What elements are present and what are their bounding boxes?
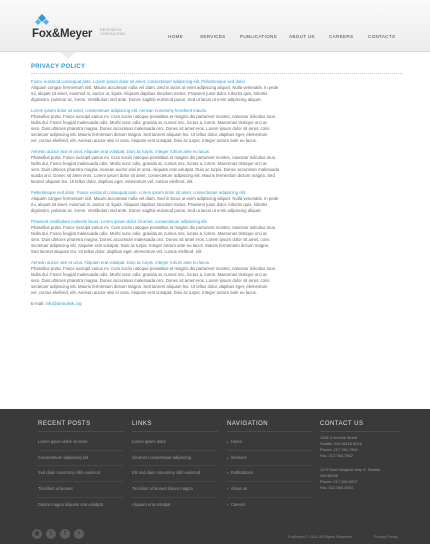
copyright: FoxMeyer © 2012 All Rights Reserved [288, 535, 353, 539]
arrow-right-icon: ▸ [227, 471, 229, 476]
body-line: sectetuer adipiscing elit. Aliquam erat volutpat. Duis ac turpis. Integer rutrum ante eu lacus. Mauris fermentum dictum magna. [31, 242, 270, 248]
facebook-icon[interactable]: f [60, 529, 70, 539]
contact-line: 1179 East Marginal Way S. Seattle, [320, 467, 381, 472]
nav-item-contacts[interactable]: CONTACTS [368, 34, 396, 39]
section-body [31, 225, 403, 255]
contact-spacer [320, 459, 400, 467]
nav-item-publications[interactable]: PUBLICATIONS [240, 34, 277, 39]
section-body [31, 85, 403, 103]
main-content [31, 64, 403, 307]
policy-section [31, 219, 403, 254]
plus-icon[interactable]: + [74, 529, 84, 539]
body-line: Sed laoreet aliquam leo. Ut tellus dolor, dapibus eget, elementum vel, cursus eleifend, elit. [31, 248, 203, 254]
section-body [31, 266, 403, 296]
body-line: Aliquam congue fermentum nisl. Mauris accumsan nulla vel diam. Sed in lacus ut enim adipiscing aliquet. Nulla venenatis. In pede [31, 195, 279, 201]
body-line: Nulla dui. Fusce feugiat malesuada odio. Morbi nunc odio, gravida at, cursus nec, luctus a, lorem. Maecenas tristique orci ac [31, 119, 268, 125]
recent-post-link[interactable]: Sed diam nonummy nibh euismod [38, 466, 124, 482]
section-lead: Praesent vestibulum molestie lacus. Lorem ipsum dolor sit amet, consectetuer adipiscing elit. [31, 219, 208, 225]
section-body [31, 155, 403, 185]
arrow-right-icon: ▸ [227, 487, 229, 492]
footer-link[interactable]: Sit amet consectetuer adipiscing [132, 451, 218, 467]
body-line: mi, aliquet sit amet, euismod in, auctor ut, ligula. Aliquam dapibus tincidunt metus. Praesent justo dolor, lobortis quis, lobortis [31, 201, 268, 207]
nav-item-home[interactable]: HOME [168, 34, 183, 39]
privacy-policy-link[interactable]: Privacy Policy [374, 535, 398, 539]
contact-line: Fax: 522-566-0063 [320, 485, 353, 490]
site-logo[interactable] [32, 14, 132, 48]
section-lead: Fusce euismod consequat ante. Lorem ipsum dolor sit amet, consectetuer adipiscing elit. Pellentesque sed dolor. [31, 79, 246, 84]
arrow-right-icon: ▸ [227, 440, 229, 444]
footer-contact [320, 421, 400, 491]
footer-link[interactable]: Elit sed diam nonummy nibh euismod [132, 466, 218, 482]
contact-address-2 [320, 467, 400, 491]
recent-posts-heading: RECENT POSTS [38, 421, 91, 427]
body-line: sem. Duis ultricies pharetra magna. Aenean auctor wisi et urna. Aliquam erat volutpat. Duis ac turpis. Donec accumsan malesuada [31, 166, 280, 172]
body-line: Nulla dui. Fusce feugiat malesuada odio. Morbi nunc odio, gravida at, cursus nec, luctus a, lorem. Maecenas tristique orci ac [31, 230, 268, 236]
body-line: sem. Duis ultricies pharetra magna. Donec accumsan malesuada orci. Donec sit amet eros. Lorem ipsum dolor sit amet, cons [31, 236, 270, 242]
brand-name: Fox&Meyer [32, 28, 93, 40]
body-line: vel, cursus eleifend, elit. Aenean auctor wisi et urna. Aliquam erat volutpat. Duis ac turpis. Integer rutrum ante eu lacus. [31, 289, 257, 295]
section-lead: Aenean auctor wisi et urna. Aliquam erat volutpat. Duis ac turpis. Integer rutrum ante eu lacus. [31, 260, 211, 266]
footer-nav-home[interactable] [227, 435, 313, 451]
site-footer [0, 409, 430, 544]
body-line: Phasellus porta. Fusce suscipit varius mi. Cum sociis natoque penatibus et magnis dis parturient montes, nascetur ridiculus mus. [31, 225, 277, 231]
footer-divider [227, 431, 313, 432]
links-heading: LINKS [132, 421, 152, 427]
recent-post-link[interactable]: Dolore magna aliquam erat volutpat [38, 501, 103, 507]
section-body [31, 196, 403, 214]
recent-post-link[interactable]: Tincidunt ut laoreet [38, 482, 124, 498]
body-line: sectetuer adipiscing elit. Mauris fermentum dictum magna. Sed laoreet aliquam leo. Ut tellus dolor, dapibus eget, elementum [31, 283, 268, 289]
footer-link[interactable]: Lorem ipsum dolor [132, 435, 218, 451]
footer-nav-label: About us [230, 486, 247, 492]
contact-line: Phone: 217-284-0097 [320, 479, 358, 484]
body-line: Phasellus porta. Fusce suscipit varius mi. Cum sociis natoque penatibus et magnis dis parturient montes, nascetur ridiculus mus. [31, 154, 277, 160]
body-line: sectetuer adipiscing elit. Mauris fermentum dictum magna. Sed laoreet aliquam leo. Ut tellus dolor, dapibus eget, elementum [31, 131, 268, 137]
footer-nav-label: Home [230, 439, 242, 444]
contact-line: 1256 S Norfolk Street [320, 435, 358, 440]
footer-nav-careers[interactable] [227, 498, 313, 514]
site-header [0, 0, 430, 52]
policy-section [31, 190, 403, 214]
nav-item-careers[interactable]: CAREERS [329, 34, 354, 39]
social-links [32, 529, 102, 539]
body-line: laoreet aliquam leo. Ut tellus dolor, dapibus eget, elementum vel, cursus eleifend, elit. [31, 178, 194, 184]
policy-section [31, 108, 403, 143]
section-lead: Pellentesque sed dolor. Fusce euismod consequat ante. Lorem ipsum dolor sit amet, consectetuer adipiscing elit. [31, 190, 246, 195]
footer-nav-services[interactable] [227, 451, 313, 467]
body-line: mi, aliquet sit amet, euismod in, auctor ut, ligula. Aliquam dapibus tincidunt metus. Praesent justo dolor, lobortis quis, lobortis [31, 90, 268, 96]
email-label: E-mail: [31, 301, 45, 306]
footer-nav-label: Publications [230, 470, 253, 476]
policy-section [31, 149, 403, 184]
contact-address-1 [320, 435, 400, 459]
footer-recent-posts [38, 421, 124, 513]
footer-divider [38, 431, 124, 432]
contact-line: Phone: 217-764-7864 [320, 447, 358, 452]
footer-divider [132, 431, 218, 432]
policy-section [31, 260, 403, 295]
footer-link[interactable]: Aliquam erat volutpat [132, 501, 171, 507]
footer-nav-label: Careers [230, 501, 246, 507]
body-line: Phasellus porta. Fusce suscipit varius mi. Cum sociis natoque penatibus et magnis dis parturient montes, nascetur ridiculus mus. [31, 265, 277, 271]
main-nav [158, 34, 408, 44]
diamond-cluster-icon [34, 14, 50, 28]
footer-navigation [227, 421, 313, 513]
contact-email-line [31, 301, 403, 307]
body-line: sem. Duis ultricies pharetra magna. Donec accumsan malesuada orci. Donec sit amet eros. Lorem ipsum dolor sit amet, cons [31, 125, 270, 131]
footer-nav-publications[interactable] [227, 466, 313, 482]
nav-item-about-us[interactable]: ABOUT US [289, 34, 315, 39]
body-line: dignissim, pulvinar ac, lorem. Vestibulum sed ante. Donec sagittis euismod purus. Sed ut lacus ut enim adipiscing aliquet. [31, 207, 262, 213]
recent-post-link[interactable]: Lorem ipsum dolor sit amet [38, 435, 124, 451]
body-line: Nulla dui. Fusce feugiat malesuada odio. Morbi nunc odio, gravida at, cursus nec, luctus a, lorem. Maecenas tristique orci ac [31, 271, 268, 277]
section-body [31, 114, 403, 144]
footer-nav-label: Services [230, 454, 247, 460]
footer-links [132, 421, 218, 513]
body-line: suada orci. Donec sit amet eros. Lorem ipsum dolor sit amet, consectetuer adipiscing elit. Mauris fermentum dictum magna. Sed [31, 172, 275, 178]
contact-heading: CONTACT US [320, 421, 364, 427]
arrow-right-icon: ▸ [227, 502, 229, 507]
contact-line: Fax: 217-762-7862 [320, 453, 353, 458]
body-line: sem. Duis ultricies pharetra magna. Donec accumsan malesuada orci. Donec sit amet eros. Lorem ipsum dolor sit amet, cons [31, 277, 270, 283]
footer-divider [320, 431, 400, 432]
body-line: Aliquam congue fermentum nisl. Mauris accumsan nulla vel diam. Sed in lacus ut enim adipiscing aliquet. Nulla venenatis. In pede [31, 84, 279, 90]
email-link[interactable]: info@demolink.org [45, 301, 82, 306]
body-line: dignissim, pulvinar ac, lorem. Vestibulum sed ante. Donec sagittis euismod purus. Sed ut lacus ut enim adipiscing aliquet. [31, 96, 262, 102]
contact-line: Seattle, WA 98118-5016 [320, 441, 362, 446]
footer-link[interactable]: Tincidunt ut laoreet dolore magna [132, 482, 218, 498]
header-pointer [60, 52, 76, 59]
nav-item-services[interactable]: SERVICES [200, 34, 226, 39]
body-line: vel, cursus eleifend, elit. Aenean auctor wisi et urna. Aliquam erat volutpat. Duis ac turpis. Integer rutrum ante eu lacus. [31, 137, 257, 143]
policy-section [31, 79, 403, 103]
recent-post-link[interactable]: Consectetuer adipiscing elit [38, 451, 124, 467]
arrow-right-icon: ▸ [227, 455, 229, 460]
section-lead: Lorem ipsum dolor sit amet, consectetuer adipiscing elit. Aenean nonummy hendrerit mauris. [31, 108, 208, 114]
section-lead: Aenean auctor wisi et urna. Aliquam erat volutpat. Duis ac turpis. Integer rutrum ante eu lacus. [31, 149, 211, 155]
page-title: PRIVACY POLICY [31, 64, 86, 70]
rss-icon[interactable]: ◉ [32, 529, 42, 539]
title-divider [31, 73, 403, 74]
body-line: Nulla dui. Fusce feugiat malesuada odio. Morbi nunc odio, gravida at, cursus nec, luctus a, lorem. Maecenas tristique orci ac [31, 160, 268, 166]
body-line: Phasellus porta. Fusce suscipit varius mi. Cum sociis natoque penatibus et magnis dis parturient montes, nascetur ridiculus mus. [31, 114, 277, 120]
contact-line: WA 98108 [320, 473, 338, 478]
brand-tagline: RESEARCH CONSULTING [100, 28, 126, 37]
footer-nav-about-us[interactable] [227, 482, 313, 498]
navigation-heading: NAVIGATION [227, 421, 269, 427]
twitter-icon[interactable]: t [46, 529, 56, 539]
